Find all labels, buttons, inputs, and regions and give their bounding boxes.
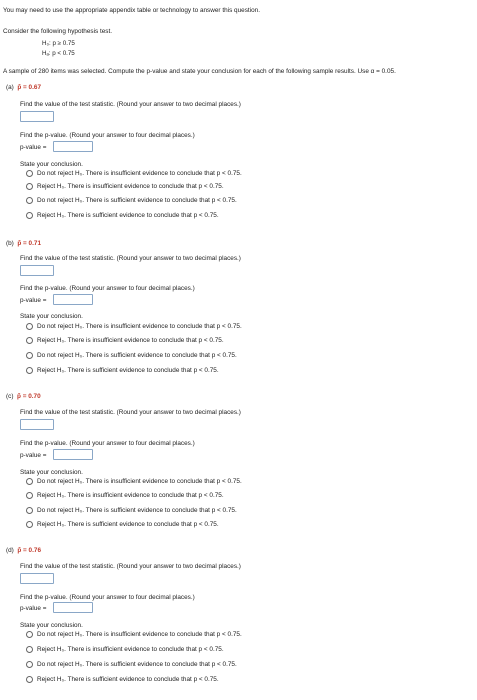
conclusion-option-3[interactable] <box>26 197 237 204</box>
option-label: Reject H₀. There is sufficient evidence to conclude that p < 0.75. <box>37 367 219 375</box>
radio-icon <box>26 676 33 683</box>
conclusion-option-4[interactable] <box>26 212 219 219</box>
null-hypothesis: H₀: p ≥ 0.75 <box>42 40 75 47</box>
option-label: Reject H₀. There is insufficient evidence to conclude that p < 0.75. <box>37 646 224 654</box>
pvalue-input[interactable] <box>53 602 93 613</box>
radio-icon <box>26 197 33 204</box>
test-stat-question: Find the value of the test statistic. (Round your answer to two decimal places.) <box>20 409 241 416</box>
part-b-label <box>6 240 41 247</box>
option-label: Do not reject H₀. There is insufficient evidence to conclude that p < 0.75. <box>37 478 242 486</box>
part-letter: (c) <box>6 393 14 400</box>
radio-icon <box>26 521 33 528</box>
pvalue-label: p-value = <box>20 452 47 459</box>
option-label: Reject H₀. There is insufficient evidence to conclude that p < 0.75. <box>37 492 224 500</box>
conclusion-option-3[interactable] <box>26 507 237 514</box>
pvalue-label: p-value = <box>20 144 47 151</box>
instruction-text: You may need to use the appropriate appendix table or technology to answer this question. <box>3 7 260 14</box>
option-label: Reject H₀. There is sufficient evidence to conclude that p < 0.75. <box>37 521 219 529</box>
part-d-label <box>6 547 41 554</box>
pvalue-input[interactable] <box>53 141 93 152</box>
test-stat-question: Find the value of the test statistic. (Round your answer to two decimal places.) <box>20 255 241 262</box>
pvalue-input[interactable] <box>53 449 93 460</box>
radio-icon <box>26 323 33 330</box>
radio-icon <box>26 478 33 485</box>
option-label: Do not reject H₀. There is sufficient evidence to conclude that p < 0.75. <box>37 197 237 205</box>
conclusion-option-1[interactable] <box>26 323 242 330</box>
part-letter: (b) <box>6 240 14 247</box>
conclusion-option-1[interactable] <box>26 170 242 177</box>
conclusion-option-4[interactable] <box>26 367 219 374</box>
option-label: Reject H₀. There is insufficient evidence to conclude that p < 0.75. <box>37 337 224 345</box>
option-label: Do not reject H₀. There is sufficient evidence to conclude that p < 0.75. <box>37 507 237 515</box>
test-stat-input[interactable] <box>20 419 54 430</box>
part-a-label <box>6 84 41 91</box>
sample-proportion: p̂ = 0.71 <box>17 240 41 247</box>
pvalue-question: Find the p-value. (Round your answer to four decimal places.) <box>20 132 195 139</box>
option-label: Do not reject H₀. There is insufficient evidence to conclude that p < 0.75. <box>37 170 242 178</box>
test-stat-input[interactable] <box>20 265 54 276</box>
radio-icon <box>26 212 33 219</box>
pvalue-label: p-value = <box>20 605 47 612</box>
option-label: Reject H₀. There is sufficient evidence to conclude that p < 0.75. <box>37 212 219 220</box>
option-label: Do not reject H₀. There is insufficient evidence to conclude that p < 0.75. <box>37 631 242 639</box>
sample-proportion: p̂ = 0.70 <box>17 393 41 400</box>
test-stat-question: Find the value of the test statistic. (Round your answer to two decimal places.) <box>20 563 241 570</box>
radio-icon <box>26 661 33 668</box>
conclusion-prompt: State your conclusion. <box>20 622 83 629</box>
conclusion-option-3[interactable] <box>26 352 237 359</box>
pvalue-question: Find the p-value. (Round your answer to four decimal places.) <box>20 285 195 292</box>
conclusion-option-4[interactable] <box>26 521 219 528</box>
conclusion-option-1[interactable] <box>26 631 242 638</box>
radio-icon <box>26 170 33 177</box>
sample-proportion: p̂ = 0.76 <box>17 547 41 554</box>
radio-icon <box>26 646 33 653</box>
pvalue-question: Find the p-value. (Round your answer to four decimal places.) <box>20 594 195 601</box>
radio-icon <box>26 492 33 499</box>
part-c-label <box>6 393 41 400</box>
conclusion-option-1[interactable] <box>26 478 242 485</box>
conclusion-option-3[interactable] <box>26 661 237 668</box>
conclusion-prompt: State your conclusion. <box>20 313 83 320</box>
radio-icon <box>26 507 33 514</box>
part-letter: (d) <box>6 547 14 554</box>
conclusion-option-2[interactable] <box>26 492 224 499</box>
option-label: Do not reject H₀. There is sufficient evidence to conclude that p < 0.75. <box>37 352 237 360</box>
radio-icon <box>26 183 33 190</box>
conclusion-option-4[interactable] <box>26 676 219 683</box>
conclusion-option-2[interactable] <box>26 646 224 653</box>
alternative-hypothesis: Hₐ: p < 0.75 <box>42 50 75 57</box>
test-stat-question: Find the value of the test statistic. (Round your answer to two decimal places.) <box>20 101 241 108</box>
option-label: Do not reject H₀. There is sufficient evidence to conclude that p < 0.75. <box>37 661 237 669</box>
pvalue-question: Find the p-value. (Round your answer to four decimal places.) <box>20 440 195 447</box>
pvalue-input[interactable] <box>53 294 93 305</box>
test-stat-input[interactable] <box>20 573 54 584</box>
conclusion-option-2[interactable] <box>26 183 224 190</box>
pvalue-label: p-value = <box>20 297 47 304</box>
radio-icon <box>26 352 33 359</box>
option-label: Reject H₀. There is sufficient evidence to conclude that p < 0.75. <box>37 676 219 684</box>
consider-text: Consider the following hypothesis test. <box>3 28 113 35</box>
part-letter: (a) <box>6 84 14 91</box>
radio-icon <box>26 337 33 344</box>
sample-description: A sample of 280 items was selected. Compute the p-value and state your conclusion for each of the following sample results. Use α = 0.05. <box>3 68 396 75</box>
option-label: Do not reject H₀. There is insufficient evidence to conclude that p < 0.75. <box>37 323 242 331</box>
conclusion-prompt: State your conclusion. <box>20 469 83 476</box>
option-label: Reject H₀. There is insufficient evidence to conclude that p < 0.75. <box>37 183 224 191</box>
sample-proportion: p̂ = 0.67 <box>17 84 41 91</box>
radio-icon <box>26 631 33 638</box>
radio-icon <box>26 367 33 374</box>
conclusion-option-2[interactable] <box>26 337 224 344</box>
test-stat-input[interactable] <box>20 111 54 122</box>
conclusion-prompt: State your conclusion. <box>20 161 83 168</box>
